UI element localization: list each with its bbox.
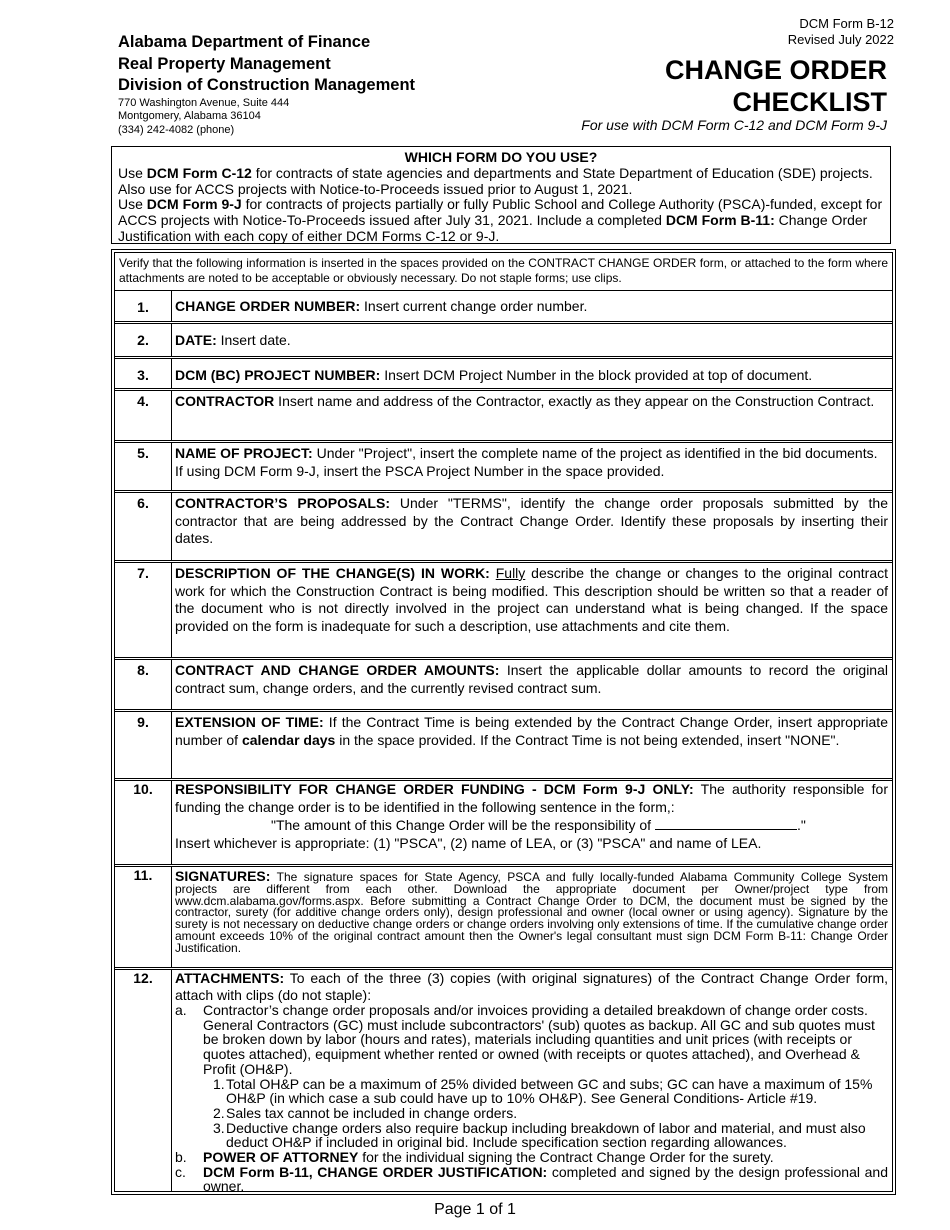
item-text: DESCRIPTION OF THE CHANGE(S) IN WORK: Fully describe the change or changes to the original contract work for which the Construction Contract is being modified. This description should be written so that a reader of the document who is not directly involved in the project can understand what is being changed. If the space provided on the form is inadequate for such a description, use attachments and cite them. [175, 565, 888, 634]
checklist-item [115, 443, 892, 493]
organization-block [118, 32, 415, 137]
org-line: Real Property Management [118, 54, 331, 73]
checklist-item [115, 324, 892, 359]
page-subtitle: For use with DCM Form C-12 and DCM Form 9-J [581, 117, 887, 133]
verify-instructions: Verify that the following information is inserted in the spaces provided on the CONTRACT CHANGE ORDER form, or attached to the form where attachments are noted to be acceptable or obviously necessary. Do not staple forms; use clips. [115, 253, 892, 291]
item-text: ATTACHMENTS: To each of the three (3) copies (with original signatures) of the Contract Change Order form, attach with clips (do not staple): a. Contractor’s change order proposals and/or invoices providing a detailed breakdown of change order costs. General Contractors (GC) must include subcontractors' (sub) quotes as backup. All GC and sub quotes must be broken down by labor (hours and rates), materials including quantities and unit prices (with receipts or quotes attached), equipment whether rented or owned (with receipts or quotes attached), and Overhead & Profit (OH&P). 1. Total OH&P can be a maximum of 25% divided between GC and subs; GC can have a maximum of 15% OH&P (in which case a sub could have up to 10% OH&P). See General Conditions- Article #19. 2. Sales tax cannot be included in change orders. 3. Deductive change orders also require backup including breakdown of labor and material, and must also deduct OH&P if included in original bid. Include specification section regarding allowances. b. POWER OF ATTORNEY for the individual signing the Contract Change Order for the surety. c. DCM Form B-11, CHANGE ORDER JUSTIFICATION: completed and signed by the design professional and owner. [175, 970, 888, 1195]
item-text: SIGNATURES: The signature spaces for State Agency, PSCA and fully locally-funded Alabama Community College System projects are different from each other. Download the appropriate document per Owner/project type from www.dcm.alabama.gov/forms.aspx. Before submitting a Contract Change Order to DCM, the document must be signed by the contractor, surety (for additive change orders only), design professional and owner (local owner or using agency). Signature by the surety is not necessary on deductive change orders or change orders involving only extensions of time. If the cumulative change order amount exceeds 10% of the original contract amount then the Owner's legal consultant must sign DCM Form B-11: Change Order Justification. [175, 868, 888, 955]
attachment-a: a. Contractor’s change order proposals and/or invoices providing a detailed breakdown of change order costs. General Contractors (GC) must include subcontractors' (sub) quotes as backup. All GC and sub quotes must be broken down by labor (hours and rates), materials including quantities and unit prices (with receipts or quotes attached), equipment whether rented or owned (with receipts or quotes attached), and Overhead & Profit (OH&P). [175, 1002, 875, 1077]
item-text: CONTRACTOR’S PROPOSALS: Under "TERMS", identify the change order proposals submitted by the contractor that are being addressed by the Contract Change Order. Identify these proposals by inserting their dates. [175, 495, 888, 546]
page-number: Page 1 of 1 [434, 1201, 516, 1218]
item-text: DCM (BC) PROJECT NUMBER: Insert DCM Project Number in the block provided at top of document. [175, 367, 813, 383]
checklist-item [115, 359, 892, 391]
item-number: 11. [115, 867, 172, 967]
checklist-item [115, 970, 892, 1195]
page-title: CHANGE ORDER CHECKLIST [664, 55, 887, 117]
item-text: CONTRACTOR Insert name and address of the Contractor, exactly as they appear on the Construction Contract. [175, 393, 875, 409]
checklist-item [115, 563, 892, 660]
item-text: EXTENSION OF TIME: If the Contract Time is being extended by the Contract Change Order, insert appropriate number of calendar days in the space provided. If the Contract Time is not being extended, insert "NONE". [175, 714, 888, 748]
which-form-heading: WHICH FORM DO YOU USE? [404, 149, 598, 165]
item-number: 1. [115, 291, 172, 321]
item-text: RESPONSIBILITY FOR CHANGE ORDER FUNDING - DCM Form 9-J ONLY: The authority responsible for funding the change order is to be identified in the following sentence in the form,: "The amount of this Change Order will be the responsibility of ." Insert whichever is appropriate: (1) "PSCA", (2) name of LEA, or (3) "PSCA" and name of LEA. [175, 781, 888, 851]
attachment-sub-1: 1. Total OH&P can be a maximum of 25% divided between GC and subs; GC can have a maximum of 15% OH&P (in which case a sub could have up to 10% OH&P). See General Conditions- Article #19. [213, 1075, 873, 1107]
checklist-item [115, 493, 892, 563]
which-form-box [111, 146, 891, 244]
item-text: CONTRACT AND CHANGE ORDER AMOUNTS: Insert the applicable dollar amounts to record the original contract sum, change orders, and the currently revised contract sum. [175, 662, 888, 696]
item-number: 7. [115, 563, 172, 657]
form-id: DCM Form B-12 [799, 16, 894, 31]
item-number: 12. [115, 970, 172, 1191]
item-number: 3. [115, 359, 172, 388]
item-number: 2. [115, 324, 172, 356]
attachment-b: b. POWER OF ATTORNEY for the individual signing the Contract Change Order for the surety. [175, 1149, 774, 1166]
checklist-item [115, 291, 892, 324]
item-number: 6. [115, 493, 172, 560]
address-line: Montgomery, Alabama 36104 [118, 110, 261, 122]
phone-line: (334) 242-4082 (phone) [118, 123, 235, 136]
item-text: NAME OF PROJECT: Under "Project", insert the complete name of the project as identified in the bid documents. If using DCM Form 9-J, insert the PSCA Project Number in the space provided. [175, 445, 878, 479]
revised-date: Revised July 2022 [787, 32, 894, 47]
checklist-item [115, 391, 892, 443]
org-line: Division of Construction Management [118, 76, 416, 94]
item-number: 8. [115, 660, 172, 709]
attachment-c: c. DCM Form B-11, CHANGE ORDER JUSTIFICATION: completed and signed by the design professional and owner. [175, 1163, 888, 1195]
item-text: DATE: Insert date. [175, 332, 291, 348]
attachment-sub-2: 2. Sales tax cannot be included in change orders. [213, 1104, 518, 1121]
checklist-item [115, 712, 892, 781]
checklist-table [111, 249, 896, 1195]
item-number: 10. [115, 781, 172, 864]
item-number: 9. [115, 712, 172, 778]
address-line: 770 Washington Avenue, Suite 444 [118, 96, 290, 109]
checklist-item [115, 660, 892, 712]
item-number: 4. [115, 391, 172, 440]
which-form-para-1: Use DCM Form C-12 for contracts of state agencies and departments and State Department of Education (SDE) projects. Also use for ACCS projects with Notice-to-Proceeds issued prior to August 1, 2021. [118, 164, 873, 197]
attachment-sub-3: 3. Deductive change orders also require backup including breakdown of labor and material, and must also deduct OH&P if included in original bid. Include specification section regarding allowances. [213, 1119, 866, 1151]
item-text: CHANGE ORDER NUMBER: Insert current change order number. [175, 298, 588, 314]
org-line: Alabama Department of Finance [118, 33, 371, 51]
form-meta [788, 16, 894, 48]
checklist-item [115, 781, 892, 867]
item-number: 5. [115, 443, 172, 490]
checklist-item [115, 867, 892, 970]
which-form-para-2: Use DCM Form 9-J for contracts of projects partially or fully Public School and College Authority (PSCA)-funded, except for ACCS projects with Notice-To-Proceeds issued after July 31, 2021. Include a completed DCM Form B-11: Change Order Justification with each copy of either DCM Forms C-12 or 9-J. [118, 196, 883, 244]
responsibility-blank [655, 816, 797, 830]
